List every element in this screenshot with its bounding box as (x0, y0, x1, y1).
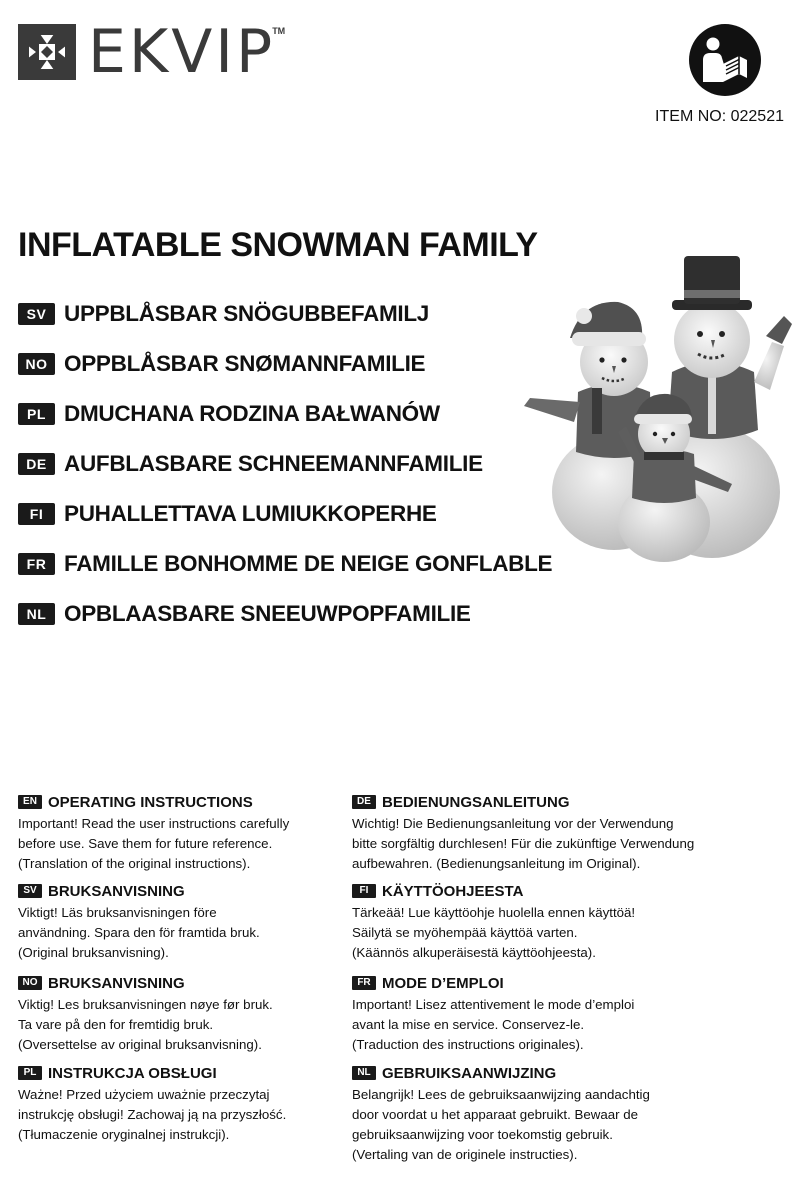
title-row-pl (18, 400, 552, 428)
instruction-block-sv (18, 881, 338, 963)
read-manual-icon (689, 24, 761, 96)
title-row-fr (18, 550, 552, 578)
instruction-text: Important! Read the user instructions carefully before use. Save them for future reference. (Translation of the original instructions). (18, 816, 290, 871)
translated-title: UPPBLÅSBAR SNÖGUBBEFAMILJ (64, 301, 430, 326)
trademark-mark: TM (272, 26, 286, 36)
page-title: INFLATABLE SNOWMAN FAMILY (18, 226, 538, 264)
instruction-title: OPERATING INSTRUCTIONS (48, 793, 253, 811)
instruction-block-fr (352, 973, 792, 1055)
logo-mark-icon (18, 24, 76, 80)
instruction-title: BRUKSANVISNING (48, 974, 185, 992)
instruction-text: Belangrijk! Lees de gebruiksaanwijzing aandachtig door voordat u het apparaat gebruikt. Bewaar de gebruiksaanwijzing voor toekomstig gebruik. (Vertaling van de originele instructies). (352, 1087, 650, 1162)
translated-title: PUHALLETTAVA LUMIUKKOPERHE (64, 501, 437, 526)
title-row-sv (18, 300, 552, 328)
language-badge: SV (18, 303, 55, 325)
language-badge: NO (18, 353, 55, 375)
instruction-title: INSTRUKCJA OBSŁUGI (48, 1064, 217, 1082)
brand-logo (18, 17, 286, 87)
item-number: ITEM NO: 022521 (655, 108, 784, 125)
language-badge: DE (352, 795, 376, 809)
language-badge: NL (18, 603, 55, 625)
instruction-block-nl (352, 1063, 792, 1165)
instruction-text: Tärkeää! Lue käyttöohje huolella ennen käyttöä! Säilytä se myöhempää käyttöä varten. (Käännös alkuperäisestä käyttöohjeesta). (352, 905, 636, 960)
language-badge: FR (352, 976, 376, 990)
translated-title: OPBLAASBARE SNEEUWPOPFAMILIE (64, 601, 471, 626)
instruction-title: BRUKSANVISNING (48, 882, 185, 900)
language-badge: DE (18, 453, 55, 475)
language-badge: SV (18, 884, 42, 898)
translated-title: FAMILLE BONHOMME DE NEIGE GONFLABLE (64, 551, 553, 576)
translated-titles (18, 300, 552, 650)
language-badge: NL (352, 1066, 376, 1080)
language-badge: FR (18, 553, 55, 575)
title-row-de (18, 450, 552, 478)
instruction-text: Viktigt! Läs bruksanvisningen före användning. Spara den för framtida bruk. (Original bruksanvisning). (18, 905, 260, 960)
language-badge: EN (18, 795, 42, 809)
translated-title: AUFBLASBARE SCHNEEMANNFAMILIE (64, 451, 483, 476)
instruction-block-fi (352, 881, 792, 963)
language-badge: PL (18, 1066, 42, 1080)
instruction-block-de (352, 792, 792, 874)
instruction-title: KÄYTTÖOHJEESTA (382, 882, 524, 900)
title-row-nl (18, 600, 552, 628)
title-row-fi (18, 500, 552, 528)
language-badge: FI (352, 884, 376, 898)
instruction-block-en (18, 792, 338, 874)
translated-title: DMUCHANA RODZINA BAŁWANÓW (64, 401, 440, 426)
snowman-family-image (522, 252, 794, 566)
language-badge: FI (18, 503, 55, 525)
instruction-block-pl (18, 1063, 338, 1145)
instruction-block-no (18, 973, 338, 1055)
brand-name: EKVIP (88, 17, 276, 87)
instruction-title: BEDIENUNGSANLEITUNG (382, 793, 570, 811)
instruction-title: GEBRUIKSAANWIJZING (382, 1064, 557, 1082)
title-row-no (18, 350, 552, 378)
language-badge: NO (18, 976, 42, 990)
instruction-title: MODE D’EMPLOI (382, 974, 504, 992)
translated-title: OPPBLÅSBAR SNØMANNFAMILIE (64, 351, 426, 376)
instruction-text: Viktig! Les bruksanvisningen nøye før bruk. Ta vare på den for fremtidig bruk. (Oversettelse av original bruksanvisning). (18, 997, 273, 1052)
instruction-text: Wichtig! Die Bedienungsanleitung vor der Verwendung bitte sorgfältig durchlesen! Für die zukünftige Verwendung aufbewahren. (Bedienungsanleitung im Original). (352, 816, 695, 871)
language-badge: PL (18, 403, 55, 425)
instruction-text: Important! Lisez attentivement le mode d’emploi avant la mise en service. Conservez-le. (Traduction des instructions originales). (352, 997, 635, 1052)
instruction-text: Ważne! Przed użyciem uważnie przeczytaj instrukcję obsługi! Zachowaj ją na przyszłość. (Tłumaczenie oryginalnej instrukcji). (18, 1087, 287, 1142)
